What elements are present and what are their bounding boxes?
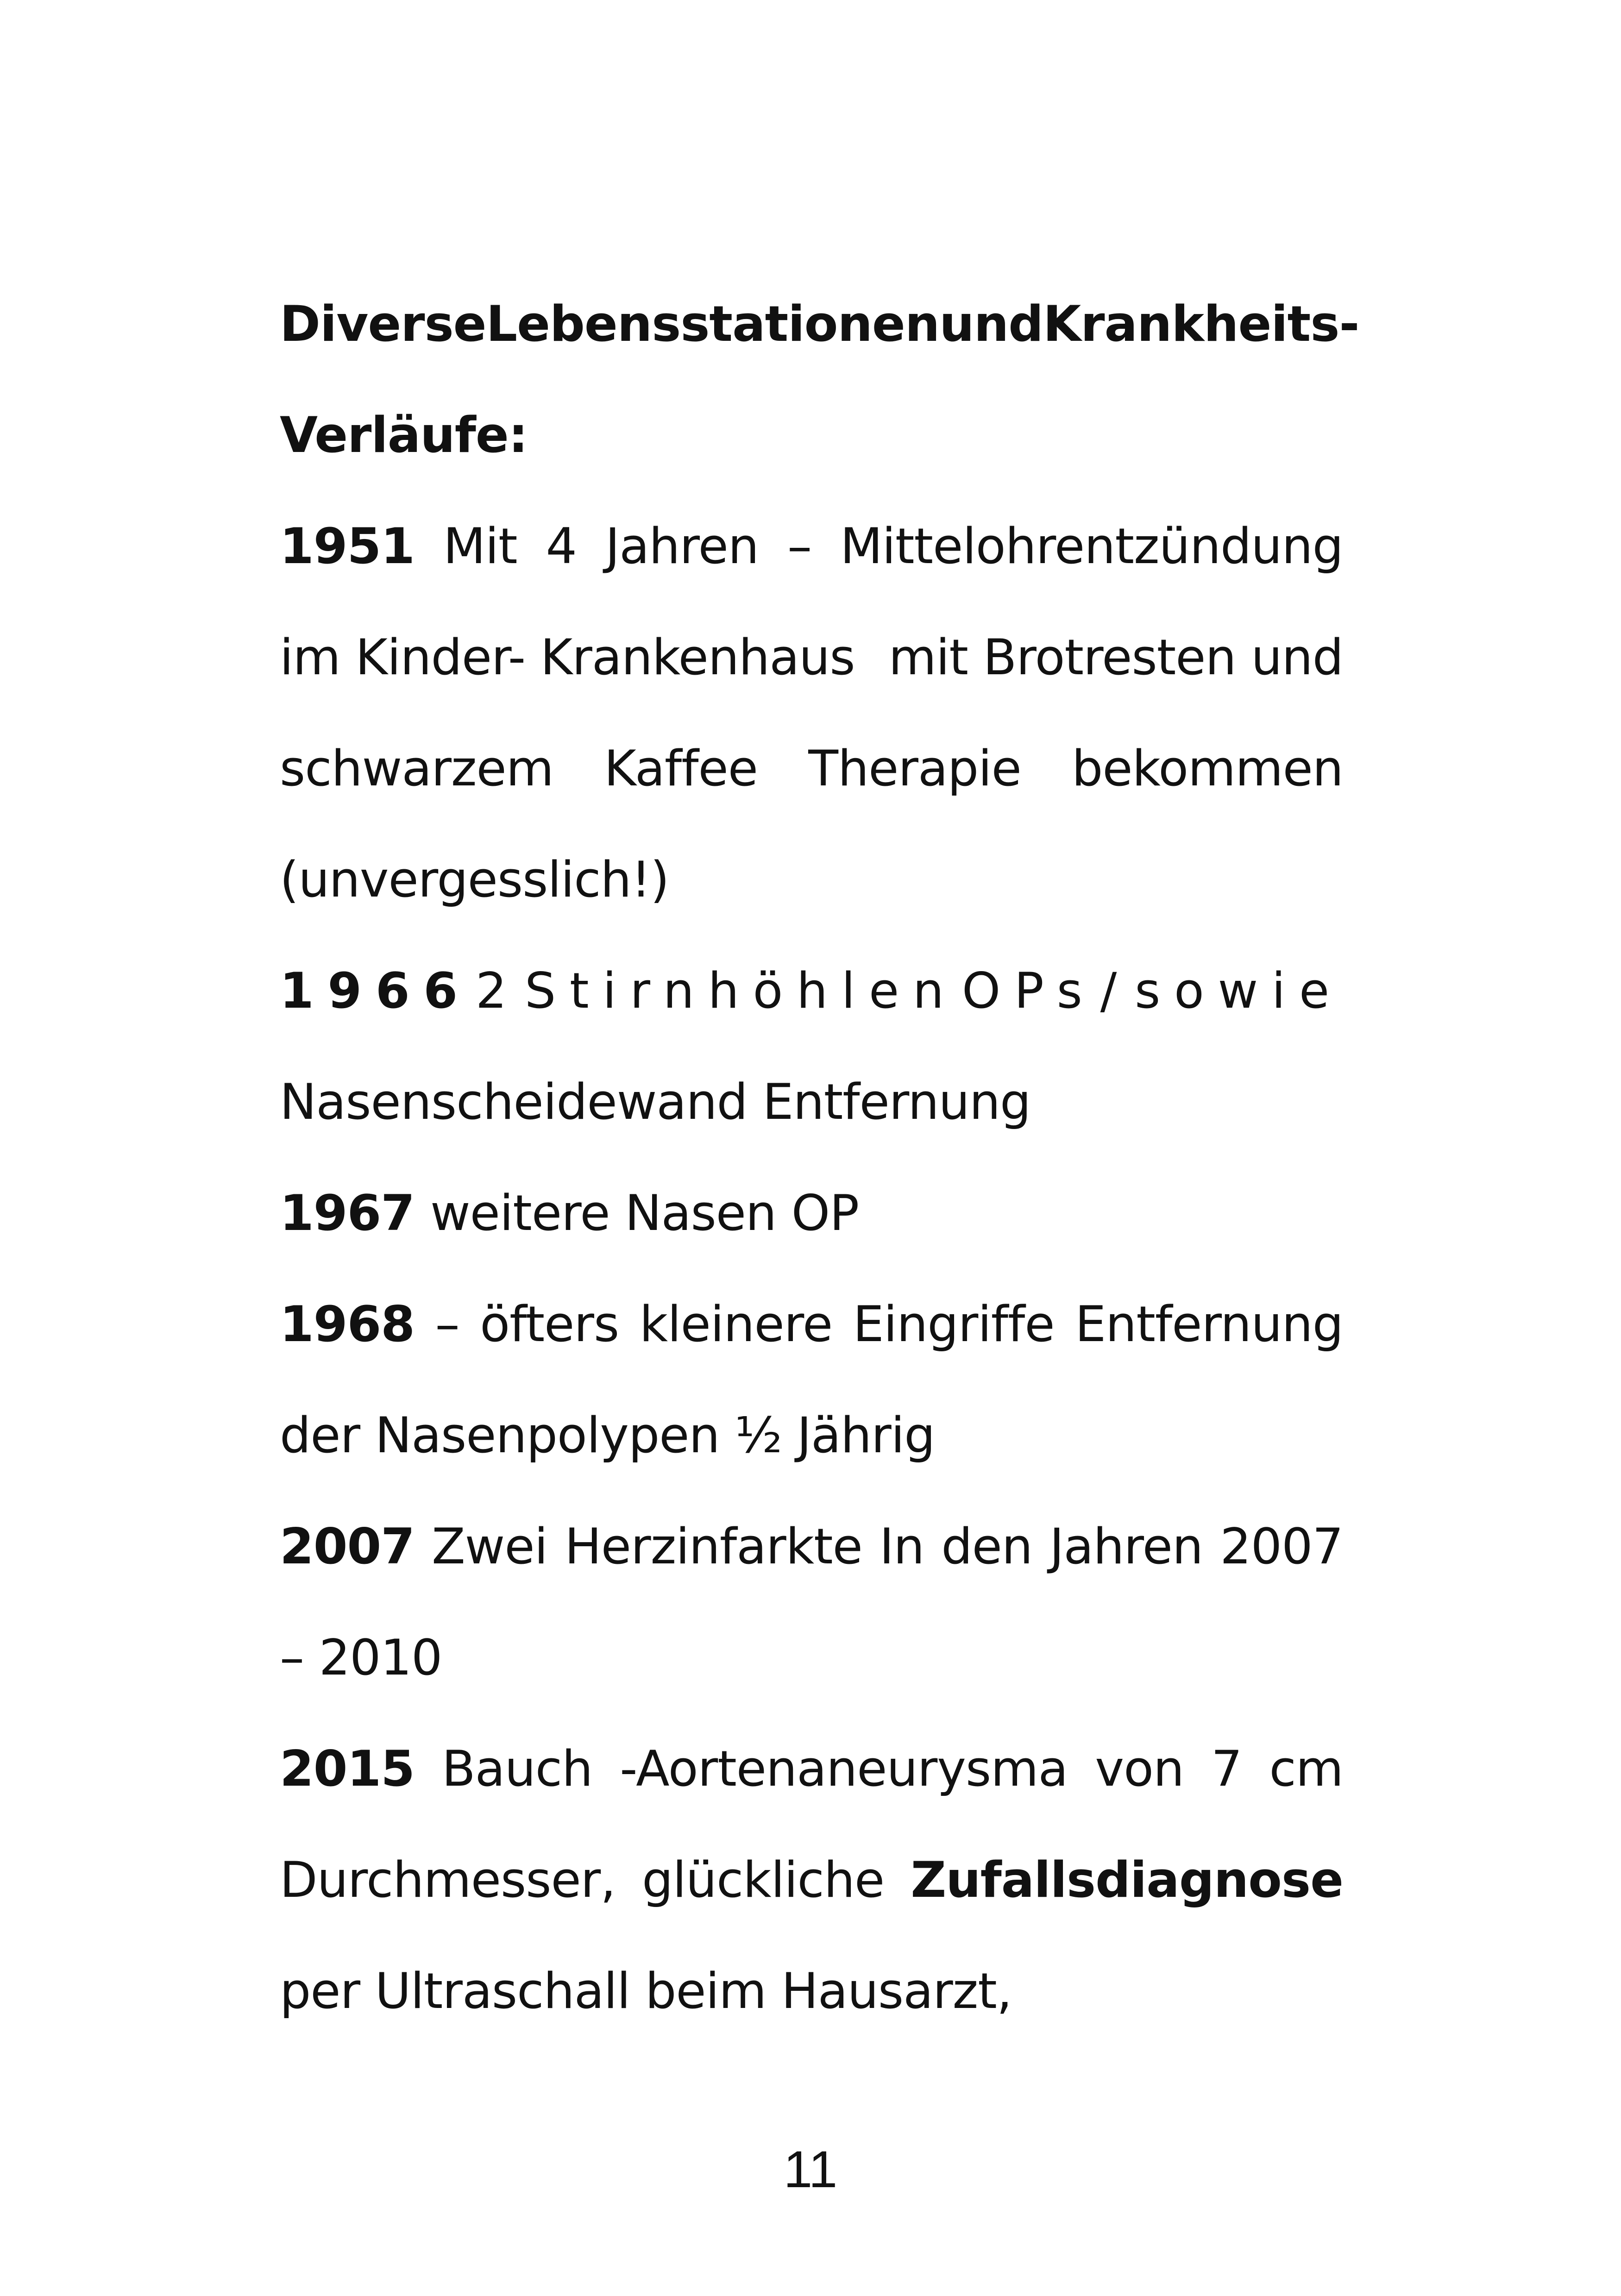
heading-line-1 bbox=[280, 269, 1359, 380]
entry-word: cm bbox=[1269, 1740, 1343, 1797]
entry-1966-line-1 bbox=[280, 935, 1343, 1047]
entry-word: von bbox=[1095, 1740, 1184, 1797]
heading-line-2 bbox=[280, 380, 1343, 491]
entry-word: bekommen bbox=[1072, 740, 1343, 797]
heading-word: und bbox=[939, 295, 1043, 352]
entry-word: – bbox=[787, 518, 812, 575]
page-body bbox=[280, 269, 1359, 2047]
entry-word: Zwei bbox=[432, 1518, 548, 1575]
heading-word: Verläufe: bbox=[280, 407, 528, 464]
entry-word: schwarzem bbox=[280, 740, 554, 797]
entry-2015-line-1 bbox=[280, 1713, 1343, 1825]
entry-word: den bbox=[941, 1518, 1033, 1575]
entry-year: 2015 bbox=[280, 1740, 415, 1797]
entry-word: -Aortenaneurysma bbox=[620, 1740, 1068, 1797]
entry-1968-line-1 bbox=[280, 1269, 1343, 1380]
entry-word: Herzinfarkte bbox=[565, 1518, 862, 1575]
entry-text: im Kinder- Krankenhaus bbox=[280, 629, 855, 686]
entry-year: 1967 bbox=[280, 1185, 415, 1242]
entry-word: Kaffee bbox=[604, 740, 758, 797]
entry-word: Jahren bbox=[605, 518, 759, 575]
entry-1951-line-2 bbox=[280, 602, 1343, 713]
entry-word: Mittelohrentzündung bbox=[840, 518, 1343, 575]
entry-word: Entfernung bbox=[1075, 1296, 1343, 1353]
entry-text: – 2010 bbox=[280, 1629, 442, 1686]
entry-word: OPs bbox=[961, 962, 1096, 1019]
entry-word: glückliche bbox=[642, 1851, 885, 1908]
entry-word: 2007 bbox=[1220, 1518, 1343, 1575]
entry-1951-line-4 bbox=[280, 824, 1343, 935]
entry-word: Durchmesser, bbox=[280, 1851, 616, 1908]
entry-word: 4 bbox=[546, 518, 577, 575]
entry-year: 1951 bbox=[280, 518, 415, 575]
entry-year: 1966 bbox=[280, 962, 471, 1019]
entry-word: kleinere bbox=[639, 1296, 833, 1353]
entry-word: Therapie bbox=[808, 740, 1021, 797]
entry-word: / bbox=[1100, 962, 1131, 1019]
entry-1951-line-3 bbox=[280, 713, 1343, 824]
page-number: 11 bbox=[783, 2140, 838, 2198]
entry-1967-line-1 bbox=[280, 1158, 1343, 1269]
entry-word: In bbox=[879, 1518, 924, 1575]
heading-word: Krankheits- bbox=[1043, 295, 1359, 352]
entry-1968-line-2 bbox=[280, 1380, 1343, 1491]
entry-word: 2 bbox=[475, 962, 521, 1019]
entry-text: Nasenscheidewand Entfernung bbox=[280, 1073, 1031, 1130]
heading-word: Diverse bbox=[280, 295, 486, 352]
entry-2007-line-1 bbox=[280, 1491, 1343, 1602]
entry-text: der Nasenpolypen ½ Jährig bbox=[280, 1407, 935, 1464]
entry-text: weitere Nasen OP bbox=[430, 1185, 859, 1242]
entry-word: Eingriffe bbox=[853, 1296, 1055, 1353]
entry-2007-line-2 bbox=[280, 1602, 1343, 1713]
heading-word: Lebensstationen bbox=[486, 295, 940, 352]
entry-word: Mit bbox=[443, 518, 517, 575]
entry-word: 7 bbox=[1211, 1740, 1242, 1797]
entry-word: sowie bbox=[1135, 962, 1343, 1019]
entry-1966-line-2 bbox=[280, 1047, 1343, 1158]
entry-text: per Ultraschall beim Hausarzt, bbox=[280, 1963, 1012, 2020]
entry-text: (unvergesslich!) bbox=[280, 851, 669, 908]
entry-word: öfters bbox=[480, 1296, 619, 1353]
entry-word: Bauch bbox=[441, 1740, 593, 1797]
emphasis-word: Zufallsdiagnose bbox=[911, 1851, 1343, 1908]
entry-word: – bbox=[435, 1296, 459, 1353]
entry-word: Stirnhöhlen bbox=[525, 962, 958, 1019]
entry-text: mit Brotresten und bbox=[888, 629, 1343, 686]
entry-word: Jahren bbox=[1049, 1518, 1203, 1575]
entry-year: 2007 bbox=[280, 1518, 415, 1575]
entry-1951-line-1 bbox=[280, 491, 1343, 602]
entry-2015-line-3 bbox=[280, 1936, 1343, 2047]
entry-2015-line-2 bbox=[280, 1825, 1343, 1936]
entry-year: 1968 bbox=[280, 1296, 415, 1353]
